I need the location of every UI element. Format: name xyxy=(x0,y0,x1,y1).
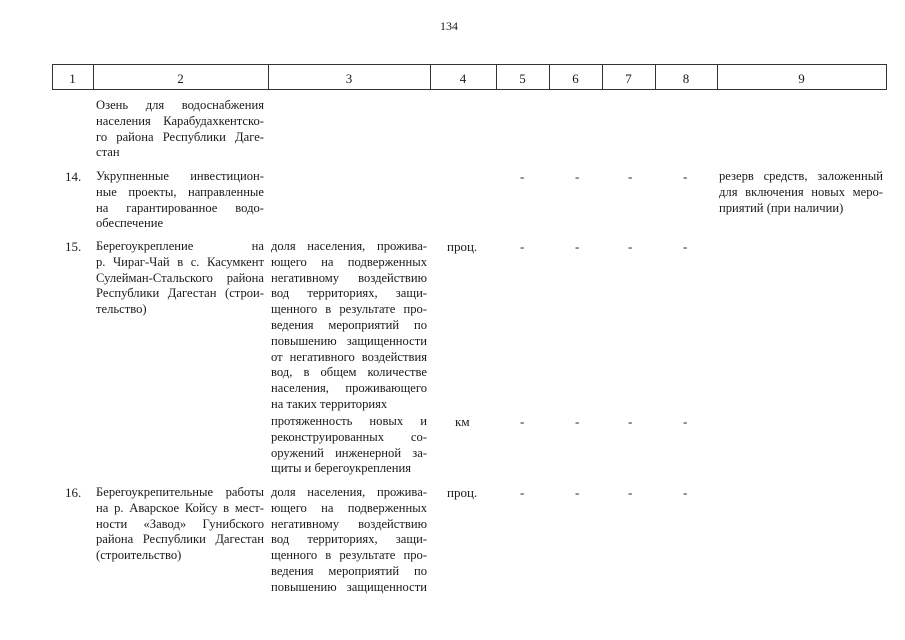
column-header-1: 1 xyxy=(69,71,76,86)
column-header-7: 7 xyxy=(625,71,632,86)
row-name: Озень для водоснабжения населения Карабудахкентско- го района Республики Даге- стан xyxy=(96,98,264,160)
header-top-rule xyxy=(52,64,886,65)
value-dash: - xyxy=(575,239,580,254)
value-dash: - xyxy=(683,485,688,500)
row-number: 14. xyxy=(65,169,82,184)
header-bottom-rule xyxy=(52,89,886,90)
value-dash: - xyxy=(683,169,688,184)
row-number: 15. xyxy=(65,239,82,254)
indicator-text: протяженность новых и реконструированных со- оружений инженерной за- щиты и берегоукрепления xyxy=(271,414,427,476)
column-header-9: 9 xyxy=(798,71,805,86)
value-dash: - xyxy=(520,414,525,429)
value-dash: - xyxy=(520,169,525,184)
value-dash: - xyxy=(628,239,633,254)
value-dash: - xyxy=(520,239,525,254)
row-name: Берегоукрепление на р. Чираг-Чай в с. Касумкент Сулейман-Стальского района Республики Дагестан (строи- тельство) xyxy=(96,239,264,317)
column-header-6: 6 xyxy=(572,71,579,86)
unit-label: проц. xyxy=(447,239,478,254)
value-dash: - xyxy=(683,239,688,254)
column-header-3: 3 xyxy=(345,71,353,86)
indicator-text: доля населения, прожива- ющего на подверженных негативному воздействию вод территориях, защи- щенного в результате про- ведения мероприятий по повышению защищенности от негативного воздействия вод, в общем количестве населения, проживающего на таких территориях xyxy=(271,239,427,411)
column-header-2: 2 xyxy=(177,71,184,86)
column-header-8: 8 xyxy=(682,71,690,86)
value-dash: - xyxy=(683,414,688,429)
indicator-text: доля населения, прожива- ющего на подверженных негативному воздействию вод территориях, защи- щенного в результате про- ведения мероприятий по повышению защищенности xyxy=(271,485,427,594)
row-name: Укрупненные инвестицион- ные проекты, направленные на гарантированное водо- обеспечение xyxy=(96,169,264,231)
value-dash: - xyxy=(628,414,633,429)
row-note: резерв средств, заложенный для включения новых меро- приятий (при наличии) xyxy=(719,169,883,215)
unit-label: км xyxy=(455,414,470,429)
column-header-5: 5 xyxy=(519,71,526,86)
row-number: 16. xyxy=(65,485,82,500)
row-name: Берегоукрепительные работы на р. Аварское Койсу в мест- ности «Завод» Гунибского района Республики Дагестан (строительство) xyxy=(96,485,264,563)
value-dash: - xyxy=(628,485,633,500)
unit-label: проц. xyxy=(447,485,478,500)
column-separator xyxy=(886,64,887,90)
column-header-4: 4 xyxy=(459,71,467,86)
value-dash: - xyxy=(520,485,525,500)
value-dash: - xyxy=(575,485,580,500)
value-dash: - xyxy=(628,169,633,184)
page-number: 134 xyxy=(440,19,458,33)
value-dash: - xyxy=(575,169,580,184)
value-dash: - xyxy=(575,414,580,429)
